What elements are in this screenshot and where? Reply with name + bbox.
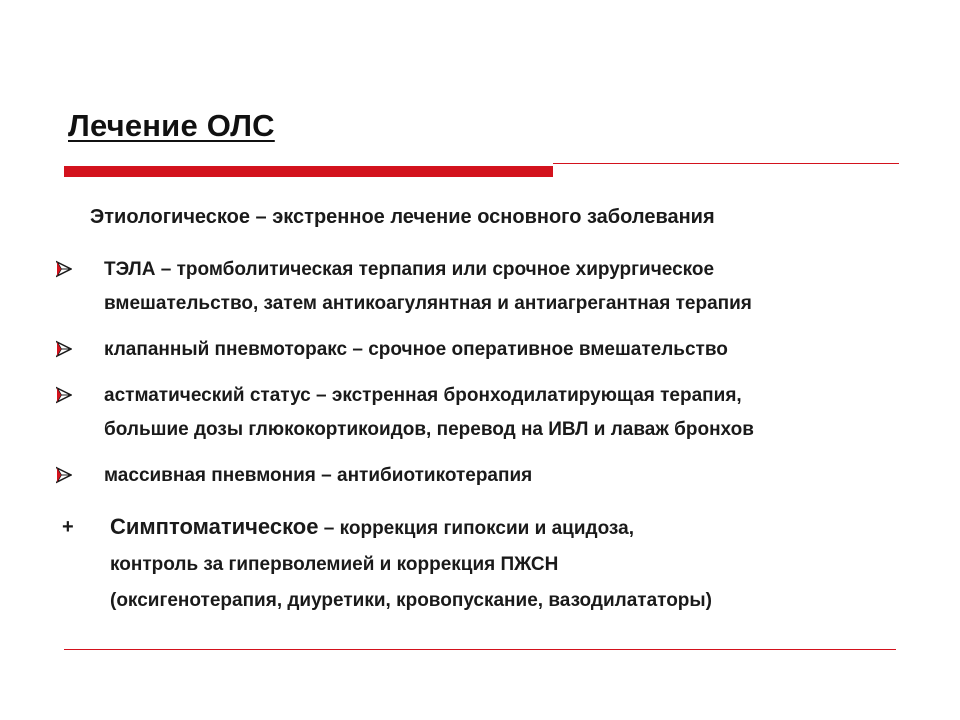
title-accent-line (553, 163, 899, 164)
bullet-line: ТЭЛА – тромболитическая терпапия или срочное хирургическое (104, 259, 715, 280)
symptomatic-line-1-rest: – коррекция гипоксии и ацидоза, (318, 518, 634, 539)
symptomatic-line-2: контроль за гиперволемией и коррекция ПЖСН (110, 554, 559, 575)
bullet-line: большие дозы глюкокортикоидов, перевод на ИВЛ и лаваж бронхов (104, 419, 754, 440)
symptomatic-text (110, 509, 712, 619)
title-accent-bar (64, 166, 553, 177)
bullet-line: астматический статус – экстренная бронходилатирующая терапия, (104, 385, 742, 406)
slide-subtitle: Этиологическое – экстренное лечение основного заболевания (90, 206, 715, 228)
plus-marker: + (62, 516, 74, 538)
bullet-text (104, 459, 532, 493)
symptomatic-line-3: (оксигенотерапия, диуретики, кровопускание, вазодилататоры) (110, 590, 712, 611)
bullet-line: клапанный пневмоторакс – срочное оперативное вмешательство (104, 339, 728, 360)
arrowhead-bullet-icon (56, 466, 72, 484)
symptomatic-line-1 (110, 509, 712, 547)
arrowhead-bullet-icon (56, 340, 72, 358)
bullet-text (104, 253, 752, 321)
bullet-text (104, 333, 728, 367)
arrowhead-bullet-icon (56, 260, 72, 278)
footer-divider-line (64, 649, 896, 650)
symptomatic-heading: Симптоматическое (110, 514, 319, 539)
slide-title: Лечение ОЛС (68, 108, 275, 143)
bullet-line: массивная пневмония – антибиотикотерапия (104, 465, 533, 486)
bullet-line: вмешательство, затем антикоагулянтная и антиагрегантная терапия (104, 293, 752, 314)
arrowhead-bullet-icon (56, 386, 72, 404)
bullet-text (104, 379, 754, 447)
